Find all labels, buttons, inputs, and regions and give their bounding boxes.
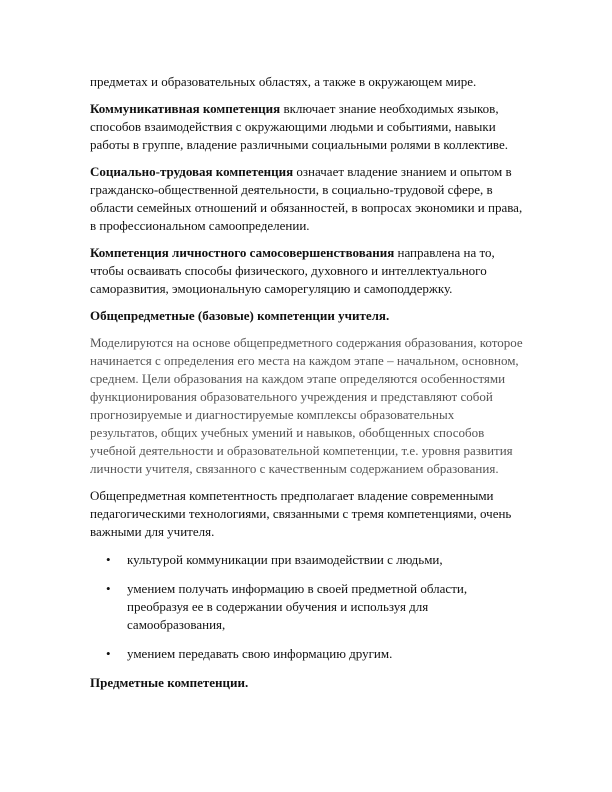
self-improvement-competence-paragraph	[90, 244, 524, 298]
bullet-icon: •	[106, 581, 111, 596]
bullet-icon: •	[106, 646, 111, 661]
communicative-competence-paragraph	[90, 100, 524, 154]
social-labor-competence-term: Социально-трудовая компетенция	[90, 164, 294, 179]
subject-competencies-heading: Предметные компетенции.	[90, 675, 249, 690]
list-item	[90, 551, 524, 569]
list-item	[90, 580, 524, 634]
list-item	[90, 645, 524, 663]
general-competence-paragraph: Общепредметная компетентность предполагает владение современными педагогическими технологиями, связанными с тремя компетенциями, очень важными для учителя.	[90, 488, 512, 539]
list-item-text: умением передавать свою информацию другим.	[127, 646, 393, 661]
self-improvement-competence-term: Компетенция личностного самосовершенствования	[90, 245, 395, 260]
bullet-icon: •	[106, 552, 111, 567]
social-labor-competence-paragraph	[90, 163, 524, 235]
competence-list	[90, 551, 524, 663]
list-item-text: культурой коммуникации при взаимодействии с людьми,	[127, 552, 443, 567]
communicative-competence-text: включает знание необходимых языков, способов взаимодействия с окружающими людьми и событиями, навыки работы в группе, владение различными социальными ролями в коллективе.	[90, 101, 508, 152]
intro-paragraph: предметах и образовательных областях, а также в окружающем мире.	[90, 74, 477, 89]
modeled-paragraph: Моделируются на основе общепредметного содержания образования, которое начинается с определения его места на каждом этапе – начальном, основном, среднем. Цели образования на каждом этапе определяются особенностями функционирования образовательного учреждения и представляют собой прогнозируемые и диагностируемые комплексы образовательных результатов, общих учебных умений и навыков, обобщенных способов учебной деятельности и образовательной компетенции, т.е. уровня развития личности учителя, связанного с качественным содержанием образования.	[90, 335, 523, 476]
general-subject-competencies-heading: Общепредметные (базовые) компетенции учителя.	[90, 308, 390, 323]
social-labor-competence-text: означает владение знанием и опытом в гражданско-общественной деятельности, в социально-трудовой сфере, в области семейных отношений и обязанностей, в вопросах экономики и права, в профессиональном самоопределении.	[90, 164, 523, 233]
communicative-competence-term: Коммуникативная компетенция	[90, 101, 281, 116]
self-improvement-competence-text: направлена на то, чтобы осваивать способы физического, духовного и интеллектуального саморазвития, эмоциональную саморегуляцию и самоподдержку.	[90, 245, 495, 296]
list-item-text: умением получать информацию в своей предметной области, преобразуя ее в содержании обучения и используя для самообразования,	[127, 581, 468, 632]
